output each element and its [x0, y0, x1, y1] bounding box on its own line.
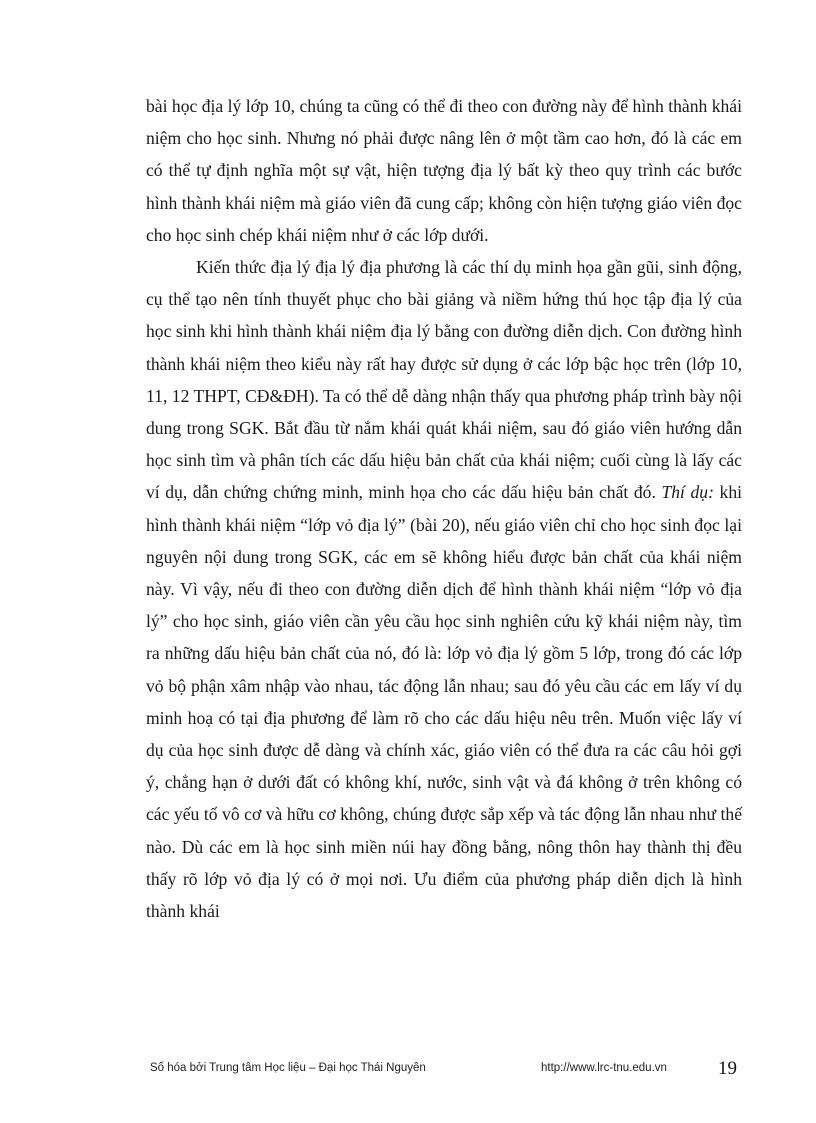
paragraph-deductive-method [146, 251, 742, 927]
paragraph-text-before-example: Kiến thức địa lý địa lý địa phương là các thí dụ minh họa gần gũi, sinh động, cụ thể tạo nên tính thuyết phục cho bài giảng và niềm hứng thú học tập địa lý của học sinh khi hình thành khái niệm địa lý bằng con đường diễn dịch. Con đường hình thành khái niệm theo kiểu này rất hay được sử dụng ở các lớp bậc học trên (lớp 10, 11, 12 THPT, CĐ&ĐH). Ta có thể dễ dàng nhận thấy qua phương pháp trình bày nội dung trong SGK. Bắt đầu từ nắm khái quát khái niệm, sau đó giáo viên hướng dẫn học sinh tìm và phân tích các dấu hiệu bản chất của khái niệm; cuối cùng là lấy các ví dụ, dẫn chứng chứng minh, minh họa cho các dấu hiệu bản chất đó. [146, 257, 742, 503]
footer-digitized-by: Số hóa bởi Trung tâm Học liệu – Đại học Thái Nguyên [150, 1062, 426, 1074]
paragraph-continuation: bài học địa lý lớp 10, chúng ta cũng có thể đi theo con đường này để hình thành khái niệm cho học sinh. Nhưng nó phải được nâng lên ở một tầm cao hơn, đó là các em có thể tự định nghĩa một sự vật, hiện tượng địa lý bất kỳ theo quy trình các bước hình thành khái niệm mà giáo viên đã cung cấp; không còn hiện tượng giáo viên đọc cho học sinh chép khái niệm như ở các lớp dưới. [146, 96, 742, 245]
example-label: Thí dụ: [661, 482, 714, 503]
footer-url: http://www.lrc-tnu.edu.vn [541, 1062, 667, 1074]
body-text [146, 90, 742, 927]
page-number: 19 [718, 1058, 737, 1079]
paragraph-text-after-example: khi hình thành khái niệm “lớp vỏ địa lý” (bài 20), nếu giáo viên chỉ cho học sinh đọc lại nguyên nội dung trong SGK, các em sẽ không hiểu được bản chất của khái niệm này. Vì vậy, nếu đi theo con đường diễn dịch để hình thành khái niệm “lớp vỏ địa lý” cho học sinh, giáo viên cần yêu cầu học sinh nghiên cứu kỹ khái niệm này, tìm ra những dấu hiệu bản chất của nó, đó là: lớp vỏ địa lý gồm 5 lớp, trong đó các lớp vỏ bộ phận xâm nhập vào nhau, tác động lẫn nhau; sau đó yêu cầu các em lấy ví dụ minh hoạ có tại địa phương để làm rõ cho các dấu hiệu nêu trên. Muốn việc lấy ví dụ của học sinh được dễ dàng và chính xác, giáo viên có thể đưa ra các câu hỏi gợi ý, chẳng hạn ở dưới đất có không khí, nước, sinh vật và đá không ở trên không có các yếu tố vô cơ và hữu cơ không, chúng được sắp xếp và tác động lẫn nhau như thế nào. Dù các em là học sinh miền núi hay đồng bằng, nông thôn hay thành thị đều thấy rõ lớp vỏ địa lý có ở mọi nơi. Ưu điểm của phương pháp diễn dịch là hình thành khái [146, 482, 743, 922]
